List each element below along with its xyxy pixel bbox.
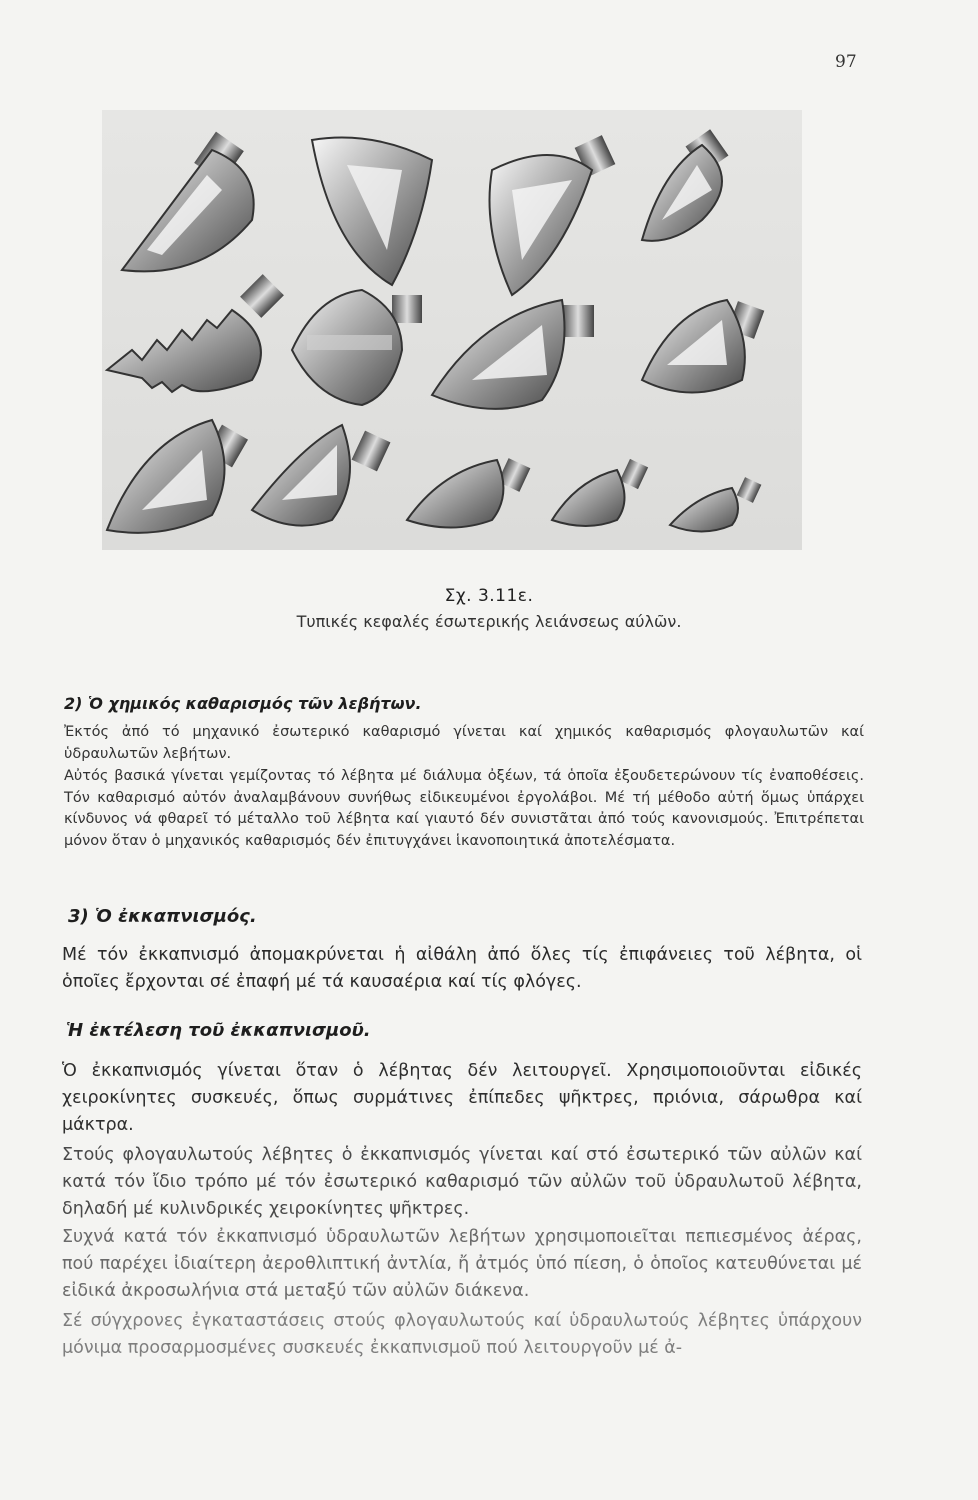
figure-polishing-heads — [102, 110, 802, 550]
polishing-head-2 — [312, 138, 432, 286]
polishing-head-8 — [642, 300, 764, 393]
paragraph: Μέ τόν ἐκκαπνισμό ἀπομακρύνεται ἡ αἰθάλη ἀπό ὅλες τίς ἐπιφάνειες τοῦ λέβητα, οἱ ὁποῖες ἔρχονται σέ ἐπαφή μέ τά καυσαέρια καί τίς φλόγες. — [62, 945, 862, 992]
paragraph: Αὐτός βασικά γίνεται γεμίζοντας τό λέβητα μέ διάλυμα ὀξέων, τά ὁποῖα ἐξουδετερώνουν τίς ἐναποθέσεις. Τόν καθαρισμό αὐτόν ἀναλαμβάνουν συνήθως εἰδικευμένοι ἐργολάβοι. Μέ τή μέθοδο αὐτή ὅμως ὑπάρχει κίνδυνος νά φθαρεῖ τό μέταλλο τοῦ λέβητα καί γιαυτό δέν συνιστᾶται ἀπό τούς κανονισμούς. Ἐπιτρέπεται μόνον ὅταν ὁ μηχανικός καθαρισμός δέν ἐπιτυγχάνει ἱκανοποιητικά ἀποτελέσματα. — [64, 768, 864, 849]
polishing-head-12 — [552, 459, 648, 526]
paragraph: Ὁ ἐκκαπνισμός γίνεται ὅταν ὁ λέβητας δέν λειτουργεῖ. Χρησιμοποιοῦνται εἰδικές χειροκίνητες συσκευές, ὅπως συρμάτινες ἐπίπεδες ψῆκτρες, πριόνια, σάρωθρα καί μάκτρα. — [62, 1061, 862, 1135]
polishing-head-3 — [490, 135, 616, 295]
polishing-head-10 — [252, 425, 390, 526]
figure-caption-number: Σχ. 3.11ε. — [444, 586, 534, 606]
polishing-head-7 — [432, 300, 594, 409]
polishing-head-6 — [292, 290, 422, 405]
page-number: 97 — [835, 52, 857, 72]
polishing-head-13 — [670, 477, 761, 531]
subsection-heading-execution: Ἡ ἐκτέλεση τοῦ ἐκκαπνισμοῦ. — [66, 1020, 371, 1041]
polishing-head-1 — [122, 132, 254, 272]
polishing-head-5-toothed — [107, 274, 284, 392]
polishing-head-4 — [642, 129, 728, 241]
paragraph: Στούς φλογαυλωτούς λέβητες ὁ ἐκκαπνισμός γίνεται καί στό ἐσωτερικό τῶν αὐλῶν καί κατά τόν ἴδιο τρόπο μέ τόν ἐσωτερικό καθαρισμό τῶν αὐλῶν τοῦ ὑδραυλωτοῦ λέβητα, δηλαδή μέ κυλινδρικές χειροκίνητες ψῆκτρες. — [62, 1145, 862, 1219]
paragraph: Σέ σύγχρονες ἐγκαταστάσεις στούς φλογαυλωτούς καί ὑδραυλωτούς λέβητες ὑπάρχουν μόνιμα προσαρμοσμένες συσκευές ἐκκαπνισμοῦ πού λειτουργοῦν μέ ἀ- — [62, 1311, 862, 1358]
section-heading-chemical-cleaning: 2) Ὁ χημικός καθαρισμός τῶν λεβήτων. — [64, 694, 422, 713]
section-heading-soot-removal: 3) Ὁ ἐκκαπνισμός. — [68, 906, 257, 927]
paragraph: Ἐκτός ἀπό τό μηχανικό ἐσωτερικό καθαρισμό γίνεται καί χημικός καθαρισμός φλογαυλωτῶν καί ὑδραυλωτῶν λεβήτων. — [64, 724, 864, 762]
polishing-head-9 — [107, 420, 248, 533]
figure-caption-text: Τυπικές κεφαλές έσωτερικής λειάνσεως αύλῶν. — [296, 612, 682, 631]
polishing-heads-photo — [102, 110, 802, 550]
polishing-head-11 — [407, 458, 530, 527]
paragraph: Συχνά κατά τόν ἐκκαπνισμό ὑδραυλωτῶν λεβήτων χρησιμοποιεῖται πεπιεσμένος ἀέρας, πού παρέχει ἰδιαίτερη ἀεροθλιπτική ἀντλία, ἤ ἀτμός ὑπό πίεση, ὁ ὁποῖος κατευθύνεται μέ εἰδικά ἀκροσωλήνια στά μεταξύ τῶν αὐλῶν διάκενα. — [62, 1227, 862, 1301]
